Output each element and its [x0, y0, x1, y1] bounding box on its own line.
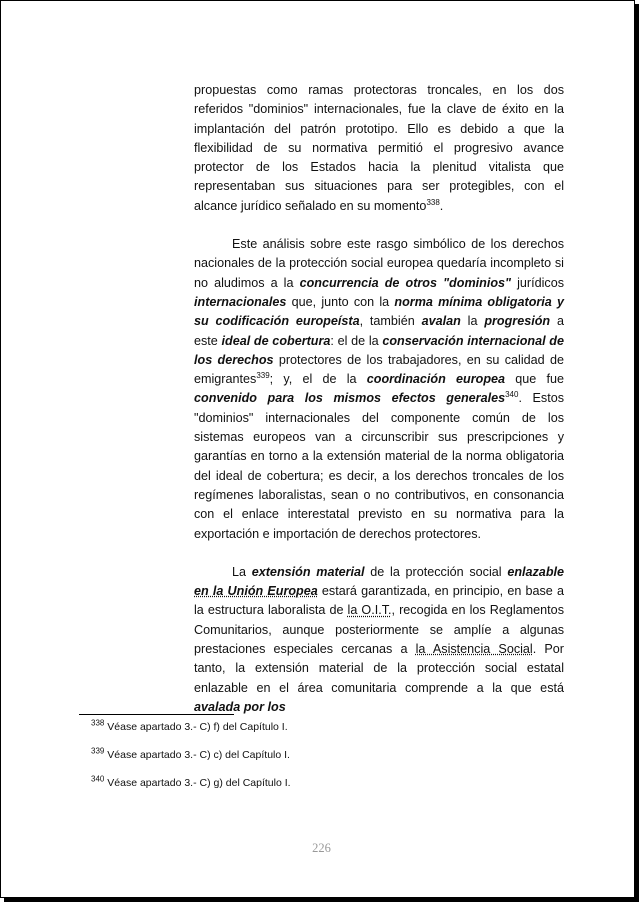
- text-run: . Por tanto, la extensión material de la protección social estatal enlazable en el área comunitaria comprende a la que está: [194, 642, 564, 695]
- footnote-338: [91, 718, 288, 733]
- text-run: a este: [194, 314, 564, 348]
- emphasis-text: enlazable: [507, 564, 565, 579]
- emphasis-text: en la Unión Europea: [194, 584, 318, 599]
- paragraph: [194, 235, 564, 544]
- emphasis-text: avalada por los: [194, 699, 286, 714]
- footnote-339: [91, 746, 290, 761]
- text-run: de la protección social: [364, 564, 508, 579]
- text-run: Este análisis sobre este rasgo simbólico de los derechos nacionales de la protección social europea quedaría incompleto si no aludimos a la: [194, 237, 564, 290]
- page-number: 226: [312, 841, 331, 855]
- footnote-ref: 340: [505, 390, 519, 400]
- text-run: : el de la: [330, 333, 383, 348]
- emphasis-text: coordinación europea: [366, 372, 506, 387]
- emphasis-text: norma mínima obligatoria y su codificación europeísta: [194, 294, 565, 329]
- text-run: protectores de los trabajadores, en su calidad de emigrantes: [194, 352, 564, 387]
- footnote-ref: 339: [256, 370, 270, 380]
- footnote-number: 338: [91, 718, 105, 728]
- emphasis-text: ideal de cobertura: [221, 333, 331, 348]
- footnote-separator: [79, 714, 234, 715]
- footnote-number: 340: [91, 774, 105, 784]
- text-run: ; y, el de la: [269, 372, 367, 387]
- text-run: jurídicos: [511, 275, 564, 290]
- paragraph: [194, 563, 564, 717]
- text-run: que, junto con la: [286, 294, 395, 309]
- emphasis-text: convenido para los mismos efectos generales: [194, 391, 506, 406]
- text-run: la O.I.T.: [347, 603, 392, 618]
- emphasis-text: progresión: [484, 314, 551, 329]
- text-run: que fue: [505, 372, 564, 387]
- footnote-text: Véase apartado 3.- C) g) del Capítulo I.: [107, 777, 291, 789]
- footnote-number: 339: [91, 746, 105, 756]
- text-run: propuestas como ramas protectoras troncales, en los dos referidos "dominios" internacionales, fue la clave de éxito en la implantación del patrón prototipo. Ello es debido a que la flexibilidad de su normativa permitió el progresivo avance protector de los Estados hacia la plenitud vitalista que representaban sus situaciones para ser protegibles, con el alcance jurídico señalado en su momento: [194, 83, 564, 213]
- emphasis-text: internacionales: [194, 294, 287, 309]
- paragraph: [194, 81, 564, 216]
- footnote-text: Véase apartado 3.- C) f) del Capítulo I.: [107, 721, 288, 733]
- footnote-text: Véase apartado 3.- C) c) del Capítulo I.: [107, 749, 290, 761]
- footnote-ref: 338: [426, 197, 440, 207]
- text-run: .: [439, 198, 444, 213]
- text-run: . Estos "dominios" internacionales del componente común de los sistemas europeos van a circunscribir sus prescripciones y garantías en torno a la extensión material de la norma obligatoria del ideal de cobertura; es decir, a los derechos troncales de los regímenes laboralistas, sean o no contributivos, en consonancia con el enlace interestatal previsto en su normativa para la exportación e importación de derechos protectores.: [194, 391, 564, 541]
- text-run: la Asistencia Social: [415, 642, 533, 657]
- footnote-340: [91, 774, 291, 789]
- text-run: estará garantizada, en principio, en base a la estructura laboralista de: [194, 584, 564, 618]
- emphasis-text: extensión material: [251, 564, 365, 579]
- emphasis-text: avalan: [421, 314, 461, 329]
- body-text: [194, 81, 564, 717]
- emphasis-text: concurrencia de otros "dominios": [299, 275, 512, 290]
- text-run: La: [232, 564, 252, 579]
- text-run: , recogida en los Reglamentos Comunitarios, aunque posteriormente se amplíe a algunas prestaciones especiales cercanas a: [194, 603, 564, 657]
- emphasis-text: conservación internacional de los derechos: [194, 333, 564, 367]
- text-run: la: [460, 314, 485, 329]
- text-run: , también: [359, 314, 422, 329]
